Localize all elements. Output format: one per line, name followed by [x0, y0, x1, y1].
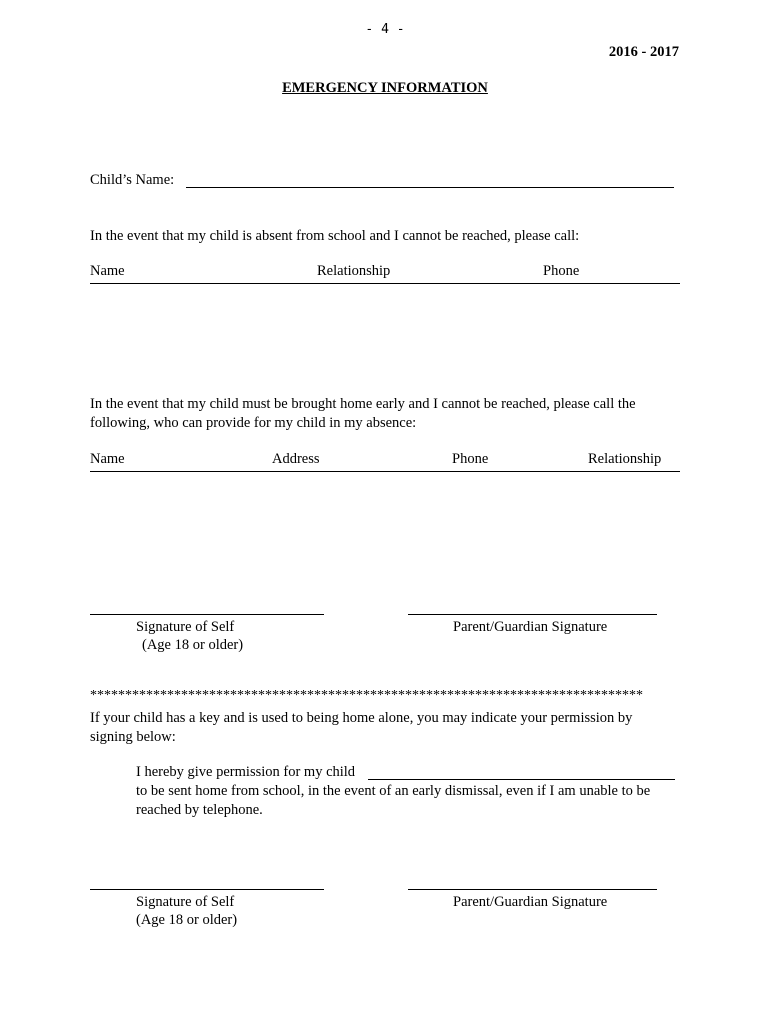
- key-intro-line2: signing below:: [90, 729, 176, 745]
- child-name-label: Child’s Name:: [90, 172, 175, 188]
- early-contacts-area[interactable]: [90, 476, 680, 596]
- column-name: Name: [90, 451, 125, 467]
- child-name-field[interactable]: [186, 187, 674, 188]
- absent-contacts-area[interactable]: [90, 288, 680, 388]
- self-signature-age-note-2: (Age 18 or older): [136, 912, 238, 928]
- column-phone: Phone: [543, 263, 580, 279]
- column-relationship: Relationship: [317, 263, 391, 279]
- guardian-signature-line-2[interactable]: [408, 889, 657, 890]
- page-title-text: EMERGENCY INFORMATION: [282, 80, 488, 96]
- guardian-signature-line[interactable]: [408, 614, 657, 615]
- early-instruction-line1: In the event that my child must be brought home early and I cannot be reached, please call the: [90, 396, 636, 412]
- page-title: [0, 80, 770, 97]
- permission-text-line2: to be sent home from school, in the event of an early dismissal, even if I am unable to be: [136, 783, 651, 799]
- guardian-signature-label: Parent/Guardian Signature: [453, 619, 608, 635]
- section-separator: *******************************************************************************: [90, 688, 643, 703]
- permission-child-name-field[interactable]: [368, 779, 675, 780]
- absent-contacts-header: [90, 263, 680, 284]
- self-signature-label: Signature of Self: [136, 619, 235, 635]
- self-signature-label-2: Signature of Self: [136, 894, 235, 910]
- guardian-signature-label-2: Parent/Guardian Signature: [453, 894, 608, 910]
- page-number: - 4 -: [365, 22, 405, 37]
- absent-instruction: In the event that my child is absent from school and I cannot be reached, please call:: [90, 228, 580, 244]
- column-phone: Phone: [452, 451, 489, 467]
- key-intro-line1: If your child has a key and is used to being home alone, you may indicate your permission by: [90, 710, 633, 726]
- early-instruction-line2: following, who can provide for my child in my absence:: [90, 415, 417, 431]
- early-contacts-header: [90, 451, 680, 472]
- column-address: Address: [272, 451, 320, 467]
- permission-text-line1: I hereby give permission for my child: [136, 764, 356, 780]
- self-signature-line[interactable]: [90, 614, 324, 615]
- self-signature-line-2[interactable]: [90, 889, 324, 890]
- self-signature-age-note: (Age 18 or older): [142, 637, 244, 653]
- school-year: 2016 - 2017: [608, 44, 679, 60]
- column-relationship: Relationship: [588, 451, 662, 467]
- permission-text-line3: reached by telephone.: [136, 802, 263, 818]
- column-name: Name: [90, 263, 125, 279]
